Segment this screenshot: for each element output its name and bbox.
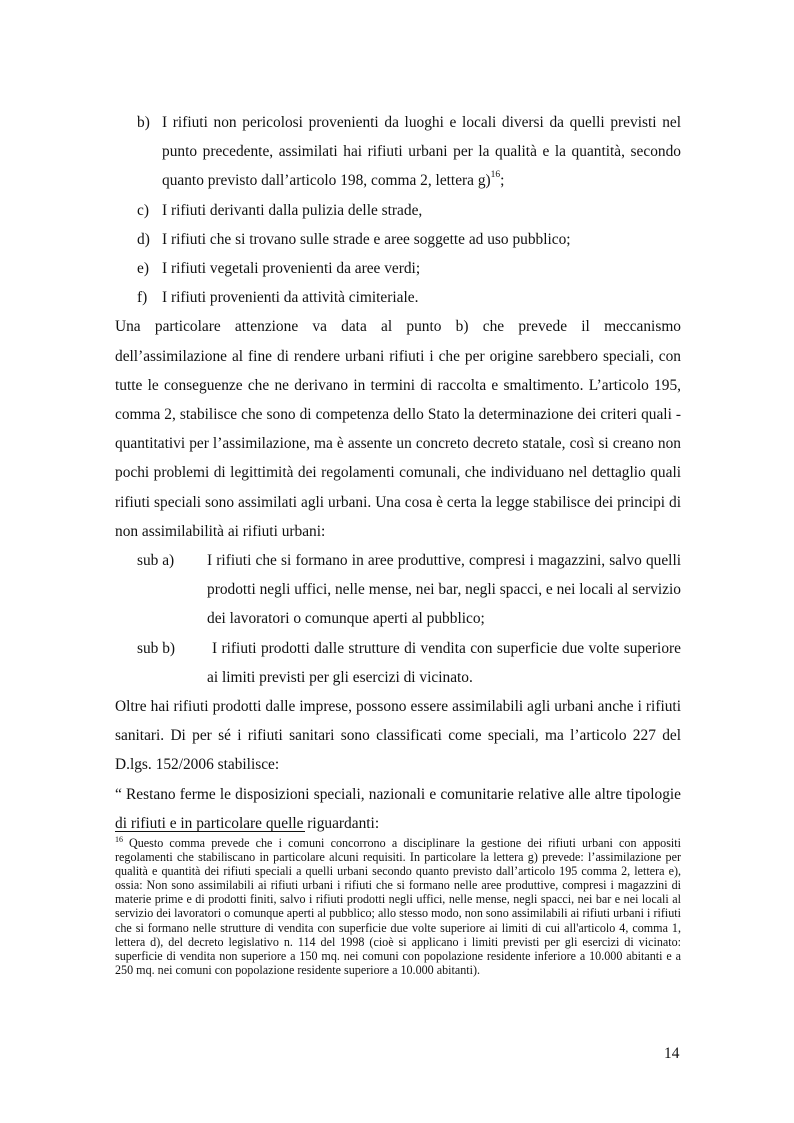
footnote-separator <box>115 831 305 832</box>
paragraph: Una particolare attenzione va data al punto b) che prevede il meccanismo dell’assimilazione al fine di rendere urbani rifiuti i che per origine sarebbero speciali, con tutte le conseguenze che ne derivano in termini di raccolta e smaltimento. L’articolo 195, comma 2, stabilisce che sono di competenza dello Stato la determinazione dei criteri quali - quantitativi per l’assimilazione, ma è assente un concreto decreto statale, così si creano non pochi problemi di legittimità dei regolamenti comunali, che individuano nel dettaglio quali rifiuti speciali sono assimilati agli urbani. Una cosa è certa la legge stabilisce dei principi di non assimilabilità ai rifiuti urbani: <box>115 318 681 540</box>
sub-marker: sub a) <box>137 552 175 570</box>
sub-text: I rifiuti che si formano in aree produttive, compresi i magazzini, salvo quelli prodotti negli uffici, nelle mense, nei bar, negli spacci, e nei locali al servizio dei lavoratori o comunque aperti al pubblico; <box>207 552 681 628</box>
list-text: I rifiuti vegetali provenienti da aree verdi; <box>162 260 421 278</box>
sub-item-a <box>115 546 681 634</box>
sub-text: I rifiuti prodotti dalle strutture di vendita con superficie due volte superiore ai limiti previsti per gli esercizi di vicinato. <box>207 639 681 686</box>
list-marker: f) <box>137 289 148 307</box>
list-text-tail: ; <box>500 172 505 190</box>
page-number: 14 <box>664 1045 680 1062</box>
list-item-c <box>115 196 681 225</box>
list-text: I rifiuti provenienti da attività cimiteriale. <box>162 289 419 307</box>
footnote-reference[interactable]: 16 <box>490 170 501 181</box>
list-item-b <box>115 108 681 196</box>
list-marker: c) <box>137 201 149 219</box>
list-text: I rifiuti non pericolosi provenienti da luoghi e locali diversi da quelli previsti nel punto precedente, assimilati hai rifiuti urbani per la qualità e la quantità, secondo quanto previsto dall’articolo 198, comma 2, lettera g) <box>162 114 681 190</box>
sub-item-b <box>115 634 681 692</box>
list-text: I rifiuti che si trovano sulle strade e aree soggette ad uso pubblico; <box>162 230 571 248</box>
list-marker: b) <box>137 114 150 131</box>
footnote-text: Questo comma prevede che i comuni concorrono a disciplinare la gestione dei rifiuti urbani con appositi regolamenti che stabiliscano in particolare alcuni requisiti. In particolare la lettera g) prevede: l’assimilazione per qualità e quantità dei rifiuti speciali a quelli urbani secondo quanto previsto dall’articolo 195 comma 2, lettera e), ossia: Non sono assimilabili ai rifiuti urbani i rifiuti che si formano nelle aree produttive, compresi i magazzini di materie prime e di prodotti finiti, salvo i rifiuti prodotti negli uffici, nelle mense, negli spacci, nei bar e nei locali al servizio dei lavoratori o comunque aperti al pubblico; allo stesso modo, non sono assimilabili ai rifiuti urbani i rifiuti che si formano nelle strutture di vendita con superficie due volte superiore ai limiti di cui all'articolo 4, comma 1, lettera d), del decreto legislativo n. 114 del 1998 (cioè si applicano i limiti previsti per gli esercizi di vicinato: superficie di vendita non superiore a 150 mq. nei comuni con popolazione residente inferiore a 10.000 abitanti e a 250 mq. nei comuni con popolazione residente superiore a 10.000 abitanti). <box>115 836 681 977</box>
list-item-e <box>115 254 681 283</box>
list-marker: e) <box>137 260 149 278</box>
main-text <box>115 108 681 838</box>
footnote <box>115 836 681 977</box>
quote: “ Restano ferme le disposizioni speciali, nazionali e comunitarie relative alle altre tipologie di rifiuti e in particolare quelle riguardanti: <box>115 785 681 832</box>
list-item-d <box>115 225 681 254</box>
sub-marker: sub b) <box>137 639 176 657</box>
paragraph: Oltre hai rifiuti prodotti dalle imprese, possono essere assimilabili agli urbani anche i rifiuti sanitari. Di per sé i rifiuti sanitari sono classificati come speciali, ma l’articolo 227 del D.lgs. 152/2006 stabilisce: <box>115 698 681 774</box>
list-item-f <box>115 283 681 312</box>
list-marker: d) <box>137 230 150 248</box>
footnote-number: 16 <box>115 834 123 844</box>
list-text: I rifiuti derivanti dalla pulizia delle strade, <box>162 201 423 219</box>
